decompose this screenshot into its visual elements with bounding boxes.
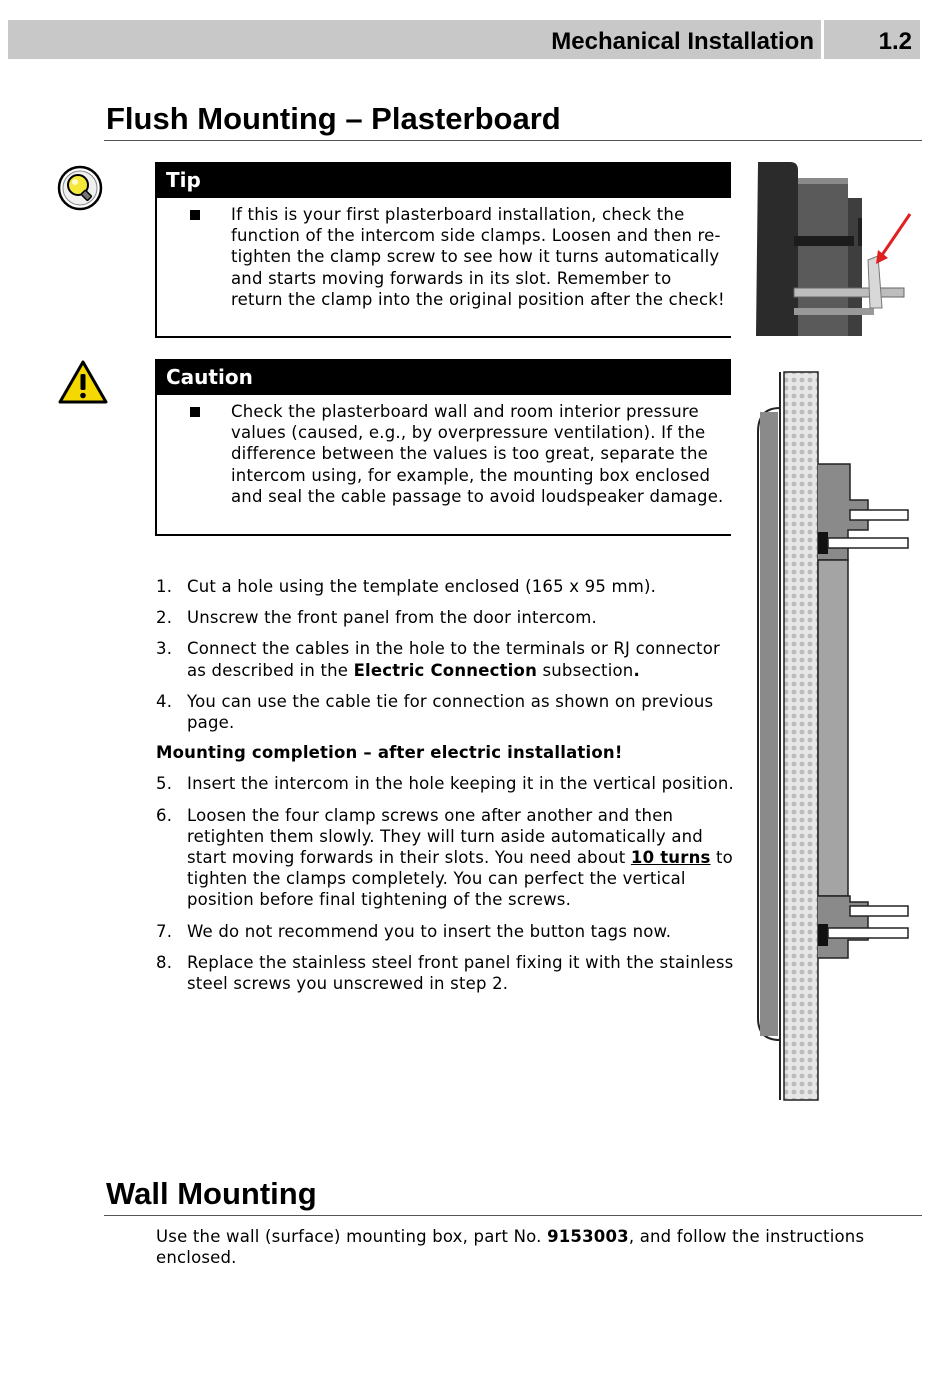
part-number: 9153003: [547, 1227, 629, 1246]
step-number: 4.: [156, 691, 173, 711]
flush-mounting-title: Flush Mounting – Plasterboard: [106, 101, 561, 136]
tip-label: Tip: [157, 162, 731, 198]
title-rule: [104, 140, 922, 141]
bullet-icon: [190, 210, 200, 220]
plasterboard-cross-section-diagram: [750, 368, 922, 1102]
list-item: [156, 952, 736, 994]
tip-box: [155, 162, 731, 338]
list-item: [156, 805, 736, 911]
list-item: [156, 691, 736, 733]
step-text: Unscrew the front panel from the door intercom.: [187, 608, 597, 628]
step-number: 6.: [156, 805, 173, 825]
wall-mounting-title: Wall Mounting: [106, 1176, 317, 1211]
list-item: [156, 773, 736, 794]
step-text-end: subsection: [537, 660, 634, 680]
step-number: 8.: [156, 952, 173, 972]
step-text-end: to tighten the clamps completely. You can perfect the vertical position before final tightening of the screws.: [187, 848, 733, 910]
step-bold-underlined: 10 turns: [630, 848, 711, 868]
clamp-photo: [750, 158, 922, 338]
step-text: Replace the stainless steel front panel fixing it with the stainless steel screws you unscrewed in step 2.: [187, 952, 734, 994]
step-text: Loosen the four clamp screws one after another and then retighten them slowly. They will turn aside automatically and start moving forwards in their slots. You need about: [187, 805, 703, 868]
wall-text-end: , and follow the instructions enclosed.: [156, 1227, 865, 1268]
tip-text: If this is your first plasterboard installation, check the function of the intercom side clamps. Loosen and then re-tighten the clamp screw to see how it turns automatically and starts moving forwards in its slot. Remember to return the clamp into the original position after the check!: [231, 205, 725, 309]
section-number: 1.2: [878, 28, 912, 55]
step-number: 2.: [156, 608, 173, 628]
step-text: We do not recommend you to insert the button tags now.: [187, 921, 672, 941]
steps-list: [156, 576, 736, 1004]
completion-heading: Mounting completion – after electric installation!: [156, 743, 623, 763]
wall-mounting-text: [156, 1226, 916, 1268]
step-bold-text: Electric Connection: [353, 660, 538, 680]
step-text: Insert the intercom in the hole keeping it in the vertical position.: [187, 774, 734, 794]
step-bold-period: .: [633, 660, 640, 680]
step-text: You can use the cable tie for connection as shown on previous page.: [187, 691, 714, 733]
step-text: Connect the cables in the hole to the terminals or RJ connector as described in the: [187, 639, 721, 680]
header-title: Mechanical Installation: [551, 28, 814, 55]
title-rule: [104, 1215, 922, 1216]
caution-text: Check the plasterboard wall and room interior pressure values (caused, e.g., by overpressure ventilation). If the difference between the values is too great, separate the intercom using, for example, the mounting box enclosed and seal the cable passage to avoid loudspeaker damage.: [231, 402, 724, 506]
step-text: Cut a hole using the template enclosed (165 x 95 mm).: [187, 577, 657, 596]
warning-triangle-icon: [58, 360, 108, 404]
step-number: 1.: [156, 577, 173, 596]
wall-text-start: Use the wall (surface) mounting box, part No.: [156, 1227, 548, 1246]
list-item: [156, 921, 736, 942]
bullet-icon: [190, 407, 200, 417]
list-item: [156, 576, 736, 597]
step-number: 3.: [156, 639, 173, 659]
step-number: 5.: [156, 774, 173, 794]
list-item: [156, 607, 736, 628]
caution-box: [155, 359, 731, 536]
list-item: [156, 638, 736, 680]
lightbulb-icon: [56, 164, 104, 212]
step-number: 7.: [156, 921, 173, 941]
caution-label: Caution: [157, 359, 731, 395]
